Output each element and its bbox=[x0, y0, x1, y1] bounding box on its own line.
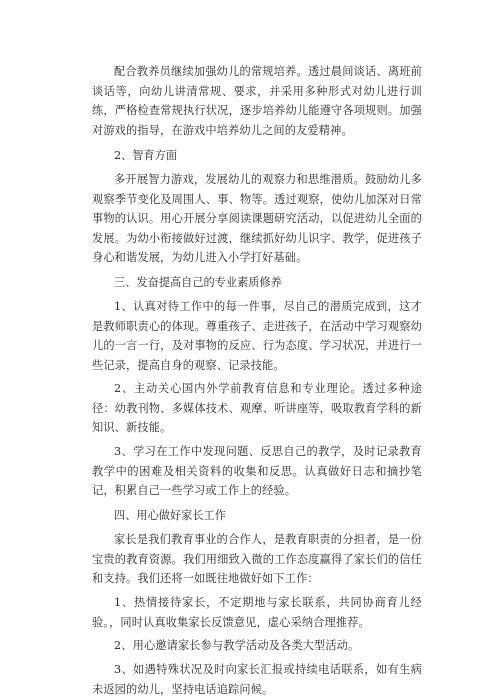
heading-professional-development: 三、发奋提高自己的专业素质修养 bbox=[114, 276, 282, 289]
paragraph-teacher-responsibility: 1、认真对待工作中的每一件事，尽自己的潜质完成到，这才是教师职责心的体现。尊重孩子、走进孩子，在活动中学习观察幼儿的一言一行，及对事物的反应、行为态度、学习状况，并进行一些记录，提高自身的观察、记录技能。 bbox=[92, 300, 422, 372]
paragraph-invite-parents: 2、用心邀请家长参与教学活动及各类大型活动。 bbox=[114, 639, 360, 652]
paragraph-receive-parents: 1、热情接待家长，不定期地与家长联系，共同协商育儿经验。，同时认真收集家长反馈意见，虚心采纳合理推荐。 bbox=[92, 596, 422, 629]
paragraph-intellectual-games: 多开展智力游戏，发展幼儿的观察力和思维潜质。鼓励幼儿多观察季节变化及周围人、事、物等。透过观察，使幼儿加深对日常事物的认识。用心开展分享阅读课题研究活动，以促进幼儿全面的发展。为幼小衔接做好过渡，继续抓好幼儿识字、教学，促进孩子身心和谐发展，为幼儿进入小学打好基础。 bbox=[92, 173, 422, 265]
paragraph-parents-partners: 家长是我们教育事业的合作人，是教育职责的分担者，是一份宝贵的教育资源。我们用细致入微的工作态度赢得了家长们的信任和支持。我们还将一如既往地做好如下工作： bbox=[92, 533, 422, 586]
paragraph-preschool-theory: 2、主动关心国内外学前教育信息和专业理论。透过多种途径：幼教刊物、多媒体技术、观摩、听讲座等，吸取教育学科的新知识、新技能。 bbox=[92, 382, 422, 435]
paragraph-routine-training: 配合教养员继续加强幼儿的常规培养。透过晨间谈话、离班前谈话等，向幼儿讲清常规、要求，并采用多种形式对幼儿进行训练，严格检查常规执行状况，逐步培养幼儿能遵守各项规则。加强对游戏的指导，在游戏中培养幼儿之间的友爱精神。 bbox=[92, 65, 422, 137]
heading-intellectual-education: 2、智育方面 bbox=[114, 149, 178, 162]
paragraph-special-situations: 3、如遇特殊状况及时向家长汇报或持续电话联系，如有生病未返园的幼儿，坚持电话追踪问候。 bbox=[92, 663, 422, 696]
heading-parent-work: 四、用心做好家长工作 bbox=[114, 509, 226, 522]
paragraph-reflection: 3、学习在工作中发现问题、反思自己的教学，及时记录教育教学中的困难及相关资料的收集和反思。认真做好日志和摘抄笔记，积累自己一些学习或工作上的经验。 bbox=[92, 445, 422, 498]
